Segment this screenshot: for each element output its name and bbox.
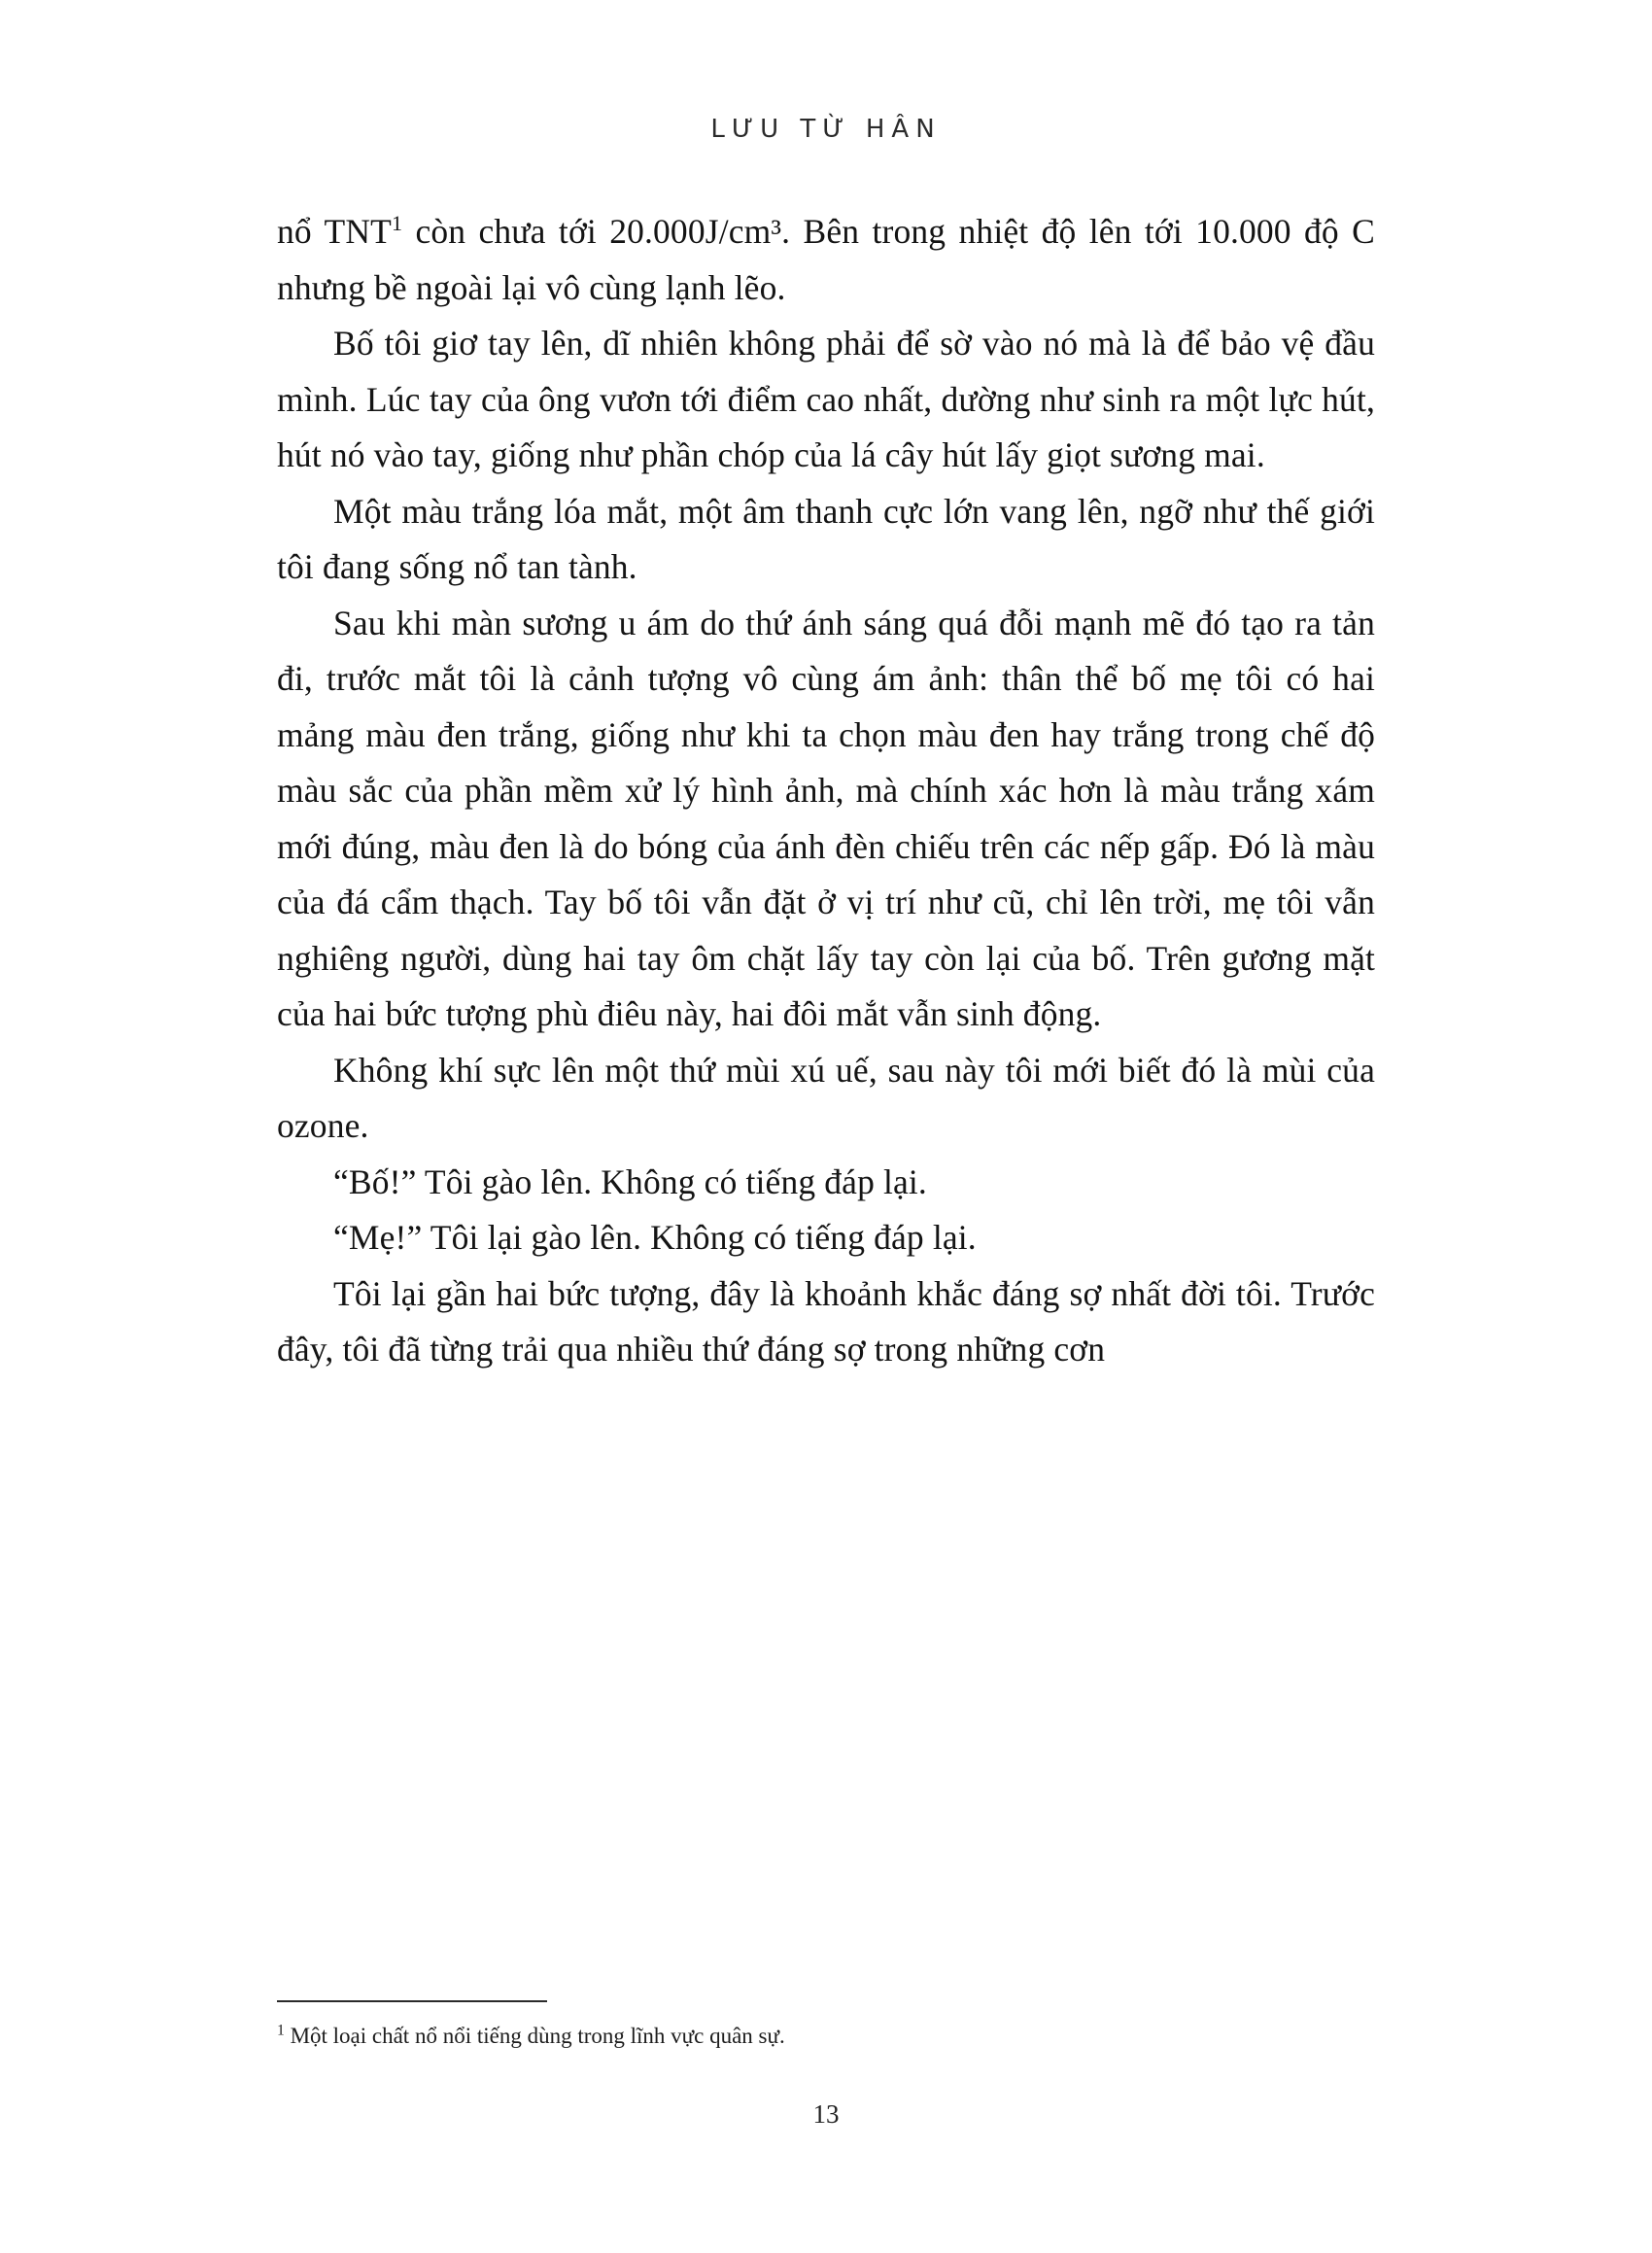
paragraph-7: “Mẹ!” Tôi lại gào lên. Không có tiếng đáp lại. — [333, 1218, 977, 1257]
footnote-entry — [277, 2020, 1375, 2054]
paragraph-5: Không khí sực lên một thứ mùi xú uế, sau này tôi mới biết đó là mùi của ozone. — [277, 1050, 1375, 1145]
running-head: LƯU TỪ HÂN — [710, 115, 942, 144]
footnote-separator-rule — [277, 2000, 547, 2002]
paragraph-1 — [277, 204, 1375, 316]
paragraph-2: Bố tôi giơ tay lên, dĩ nhiên không phải để sờ vào nó mà là để bảo vệ đầu mình. Lúc tay của ông vươn tới điểm cao nhất, dường như sinh ra một lực hút, hút nó vào tay, giống như phần chóp của lá cây hút lấy giọt sương mai. — [277, 324, 1375, 474]
paragraph-4: Sau khi màn sương u ám do thứ ánh sáng quá đỗi mạnh mẽ đó tạo ra tản đi, trước mắt tôi là cảnh tượng vô cùng ám ảnh: thân thể bố mẹ tôi có hai mảng màu đen trắng, giống như khi ta chọn màu đen hay trắng trong chế độ màu sắc của phần mềm xử lý hình ảnh, mà chính xác hơn là màu trắng xám mới đúng, màu đen là do bóng của ánh đèn chiếu trên các nếp gấp. Đó là màu của đá cẩm thạch. Tay bố tôi vẫn đặt ở vị trí như cũ, chỉ lên trời, mẹ tôi vẫn nghiêng người, dùng hai tay ôm chặt lấy tay còn lại của bố. Trên gương mặt của hai bức tượng phù điêu này, hai đôi mắt vẫn sinh động. — [277, 603, 1375, 1033]
footnote-area — [277, 2000, 1375, 2054]
footnote-body: Một loại chất nổ nổi tiếng dùng trong lĩnh vực quân sự. — [284, 2024, 785, 2048]
paragraph-1-lead: nổ TNT — [277, 212, 392, 251]
book-page — [0, 115, 1652, 2253]
paragraph-8: Tôi lại gần hai bức tượng, đây là khoảnh khắc đáng sợ nhất đời tôi. Trước đây, tôi đã từng trải qua nhiều thứ đáng sợ trong những cơn — [277, 1273, 1375, 1369]
footnote-reference-marker[interactable]: 1 — [391, 211, 403, 236]
paragraph-6: “Bố!” Tôi gào lên. Không có tiếng đáp lại. — [333, 1161, 927, 1201]
footnote-number: 1 — [277, 2022, 285, 2039]
body-text-block — [277, 144, 1375, 1378]
paragraph-1-rest: còn chưa tới 20.000J/cm³. Bên trong nhiệt độ lên tới 10.000 độ C nhưng bề ngoài lại vô cùng lạnh lẽo. — [277, 212, 1375, 307]
page-number: 13 — [812, 2099, 840, 2129]
paragraph-3: Một màu trắng lóa mắt, một âm thanh cực lớn vang lên, ngỡ như thế giới tôi đang sống nổ tan tành. — [277, 491, 1375, 586]
